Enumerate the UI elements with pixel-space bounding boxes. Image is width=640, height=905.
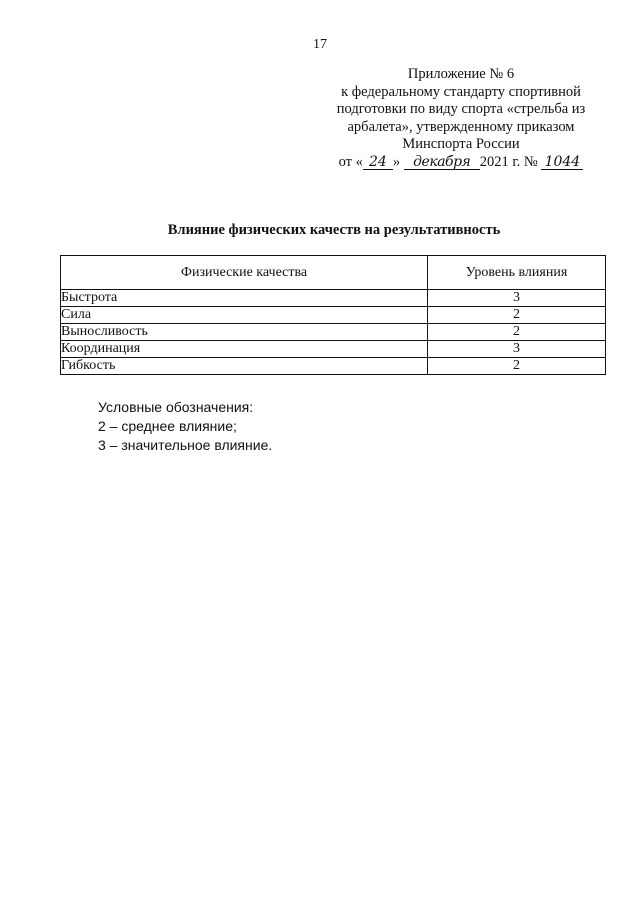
document-title: Влияние физических качеств на результативность (167, 222, 501, 238)
date-year: 2021 г. № (479, 153, 538, 170)
table-row (61, 341, 606, 358)
appendix-line: Минспорта России (402, 136, 520, 152)
appendix-line: к федеральному стандарту спортивной (341, 83, 581, 100)
page-number: 17 (313, 37, 327, 52)
date-prefix: от « (338, 153, 363, 170)
appendix-line: арбалета», утвержденному приказом (347, 118, 575, 135)
appendix-title: Приложение № 6 (407, 66, 515, 82)
quality-name: Координация (61, 341, 428, 358)
quality-level: 2 (428, 358, 606, 375)
header-influence-level: Уровень влияния (428, 256, 606, 290)
qualities-table (60, 255, 606, 375)
quality-name: Выносливость (61, 324, 428, 341)
appendix-header (330, 66, 592, 171)
table-row (61, 324, 606, 341)
quality-name: Быстрота (61, 290, 428, 307)
appendix-date-line (330, 154, 592, 172)
quality-level: 2 (428, 324, 606, 341)
table-row (61, 358, 606, 375)
quality-name: Сила (61, 307, 428, 324)
table-header-row (61, 256, 606, 290)
legend-heading: Условные обозначения: (98, 399, 254, 415)
handwritten-day: 24 (363, 155, 393, 170)
legend-item: 2 – среднее влияние; (98, 418, 237, 434)
handwritten-order-number: 1044 (541, 155, 583, 170)
handwritten-month: декабря (404, 155, 480, 170)
appendix-line: подготовки по виду спорта «стрельба из (336, 101, 586, 117)
quality-level: 3 (428, 290, 606, 307)
quality-level: 2 (428, 307, 606, 324)
header-physical-qualities: Физические качества (61, 256, 428, 290)
table-row (61, 307, 606, 324)
quality-level: 3 (428, 341, 606, 358)
legend (98, 398, 272, 455)
legend-item: 3 – значительное влияние. (98, 437, 273, 453)
date-mid: » (392, 153, 401, 170)
quality-name: Гибкость (61, 358, 428, 375)
table-row (61, 290, 606, 307)
